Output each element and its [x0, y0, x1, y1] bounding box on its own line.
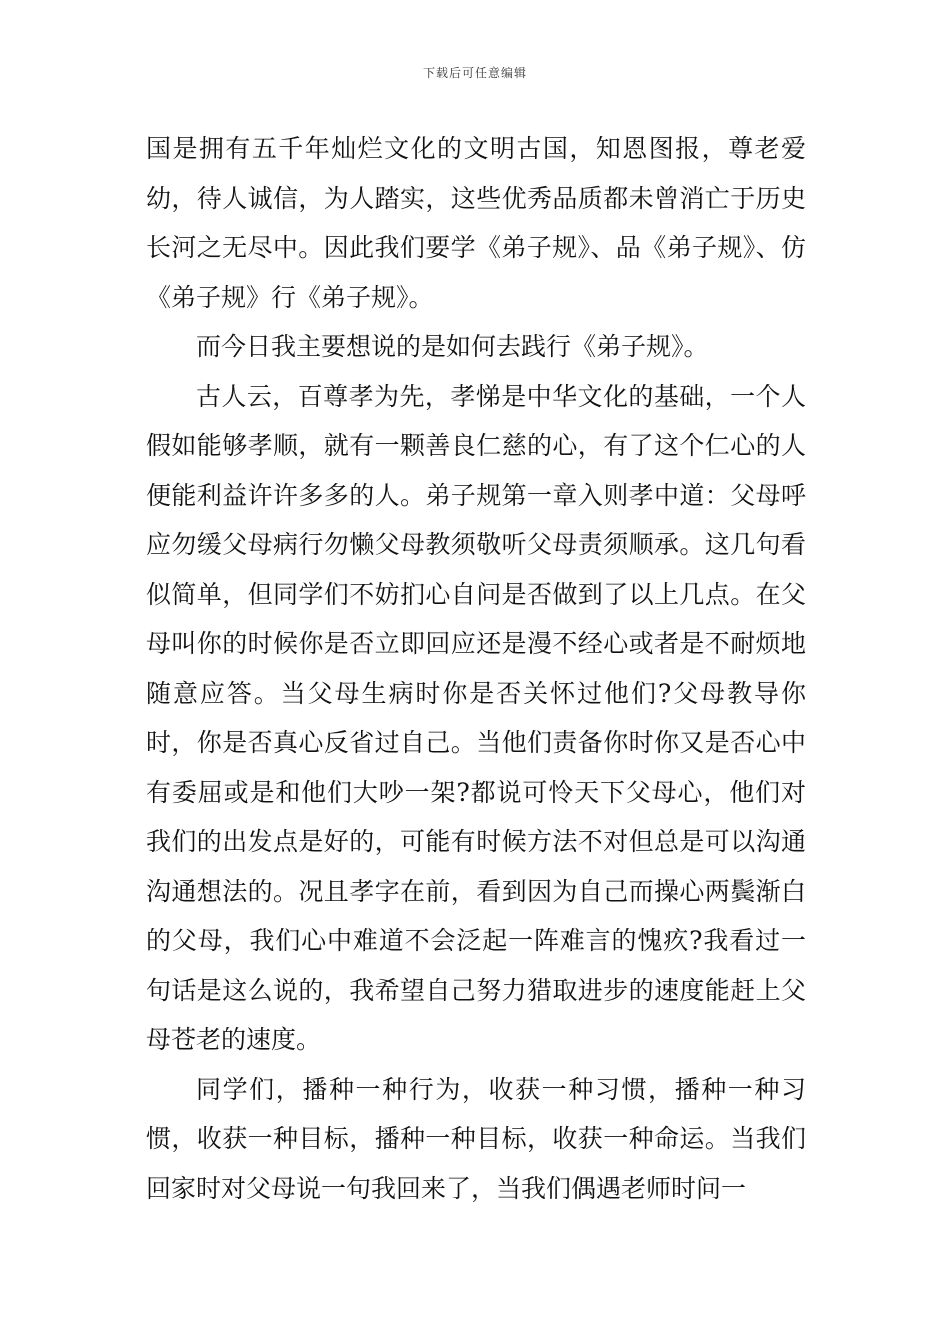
header-note: 下载后可任意编辑 [422, 66, 527, 80]
paragraph-intro: 而今日我主要想说的是如何去践行《弟子规》。 [196, 332, 709, 361]
paragraph-habits: 同学们，播种一种行为，收获一种习惯，播种一种习惯，收获一种目标，播种一种目标，收获一种命运。当我们回家时对父母说一句我回来了，当我们偶遇老师时问一 [146, 1074, 806, 1203]
paragraph-continuation: 国是拥有五千年灿烂文化的文明古国，知恩图报，尊老爱幼，待人诚信，为人踏实，这些优秀品质都未曾消亡于历史长河之无尽中。因此我们要学《弟子规》、品《弟子规》、仿《弟子规》行《弟子规》。 [146, 134, 806, 312]
paragraph-filial-piety: 古人云，百尊孝为先，孝悌是中华文化的基础，一个人假如能够孝顺，就有一颗善良仁慈的心，有了这个仁心的人便能利益许许多多的人。弟子规第一章入则孝中道：父母呼应勿缓父母病行勿懒父母教须敬听父母责须顺承。这几句看似简单，但同学们不妨扪心自问是否做到了以上几点。在父母叫你的时候你是否立即回应还是漫不经心或者是不耐烦地随意应答。当父母生病时你是否关怀过他们?父母教导你时，你是否真心反省过自己。当他们责备你时你又是否心中有委屈或是和他们大吵一架?都说可怜天下父母心，他们对我们的出发点是好的，可能有时候方法不对但总是可以沟通沟通想法的。况且孝字在前，看到因为自己而操心两鬓渐白的父母，我们心中难道不会泛起一阵难言的愧疚?我看过一句话是这么说的，我希望自己努力猎取进步的速度能赶上父母苍老的速度。 [146, 381, 806, 1054]
document-body [146, 124, 806, 1213]
